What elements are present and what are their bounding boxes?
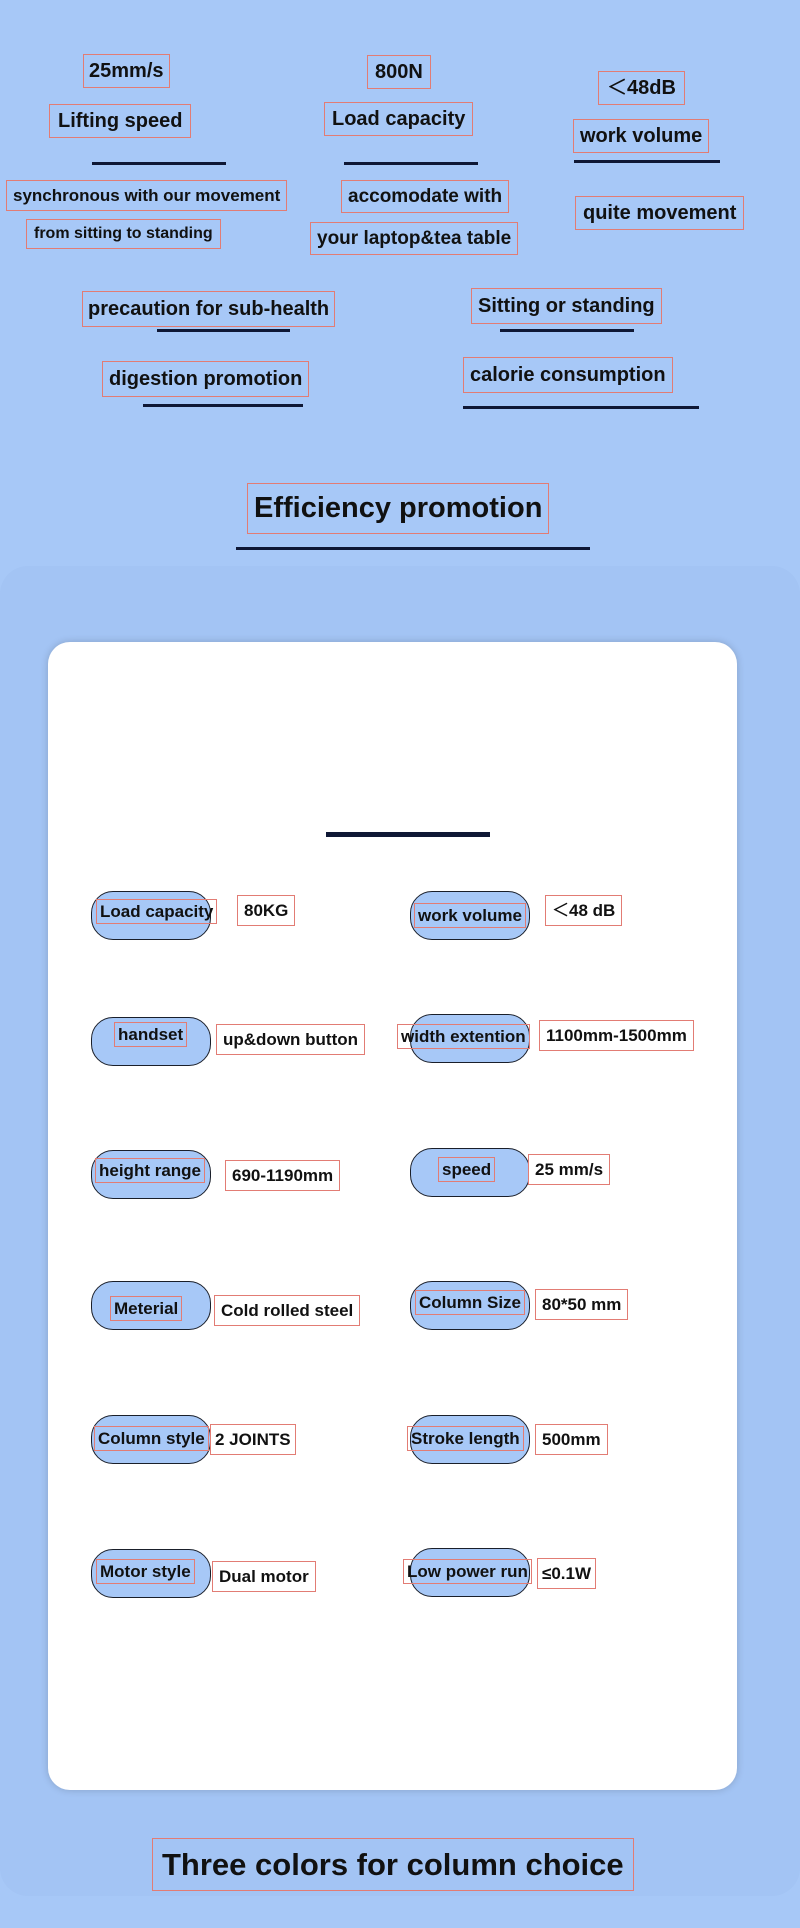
spec-value-speed: 25 mm/s bbox=[528, 1154, 610, 1185]
lifting-speed-title: Lifting speed bbox=[49, 104, 191, 138]
spec-label-height-range: height range bbox=[95, 1158, 205, 1183]
benefit-digestion: digestion promotion bbox=[102, 361, 309, 397]
spec-value-low-power-run: ≤0.1W bbox=[537, 1558, 596, 1589]
benefit-calorie: calorie consumption bbox=[463, 357, 673, 393]
spec-label-work-volume: work volume bbox=[414, 903, 526, 928]
spec-value-work-volume: ＜48 dB bbox=[545, 895, 622, 926]
spec-value-column-style: 2 JOINTS bbox=[210, 1424, 296, 1455]
spec-label-stroke-length: Stroke length bbox=[407, 1426, 524, 1451]
load-capacity-underline bbox=[344, 162, 478, 165]
spec-value-load-capacity: 80KG bbox=[237, 895, 295, 926]
spec-value-column-size: 80*50 mm bbox=[535, 1289, 628, 1320]
load-capacity-desc-2: your laptop&tea table bbox=[310, 222, 518, 255]
benefit-precaution-underline bbox=[157, 329, 290, 332]
spec-label-column-size: Column Size bbox=[415, 1290, 525, 1315]
lifting-speed-underline bbox=[92, 162, 226, 165]
benefit-calorie-underline bbox=[463, 406, 699, 409]
lifting-speed-desc-2: from sitting to standing bbox=[26, 219, 221, 249]
spec-value-material: Cold rolled steel bbox=[214, 1295, 360, 1326]
spec-label-low-power-run: Low power run bbox=[403, 1559, 532, 1584]
spec-label-load-capacity: Load capacity bbox=[96, 899, 217, 924]
spec-label-material: Meterial bbox=[110, 1296, 182, 1321]
work-volume-value: ＜48dB bbox=[598, 71, 685, 105]
lifting-speed-value: 25mm/s bbox=[83, 54, 170, 88]
spec-label-width-extension: width extention bbox=[397, 1024, 530, 1049]
benefit-precaution: precaution for sub-health bbox=[82, 291, 335, 327]
spec-label-handset: handset bbox=[114, 1022, 187, 1047]
spec-value-height-range: 690-1190mm bbox=[225, 1160, 340, 1191]
work-volume-desc: quite movement bbox=[575, 196, 744, 230]
work-volume-underline bbox=[574, 160, 720, 163]
efficiency-title-underline bbox=[236, 547, 590, 550]
benefit-digestion-underline bbox=[143, 404, 303, 407]
benefit-sitting-standing: Sitting or standing bbox=[471, 288, 662, 324]
load-capacity-desc-1: accomodate with bbox=[341, 180, 509, 213]
efficiency-title: Efficiency promotion bbox=[247, 483, 549, 534]
load-capacity-value: 800N bbox=[367, 55, 431, 89]
spec-card bbox=[48, 642, 737, 1790]
spec-label-motor-style: Motor style bbox=[96, 1559, 195, 1584]
spec-value-width-extension: 1100mm-1500mm bbox=[539, 1020, 694, 1051]
benefit-sitting-standing-underline bbox=[500, 329, 634, 332]
spec-label-speed: speed bbox=[438, 1157, 495, 1182]
load-capacity-title: Load capacity bbox=[324, 102, 473, 136]
lifting-speed-desc-1: synchronous with our movement bbox=[6, 180, 287, 211]
footer-title: Three colors for column choice bbox=[152, 1838, 634, 1891]
work-volume-title: work volume bbox=[573, 119, 709, 153]
spec-value-motor-style: Dual motor bbox=[212, 1561, 316, 1592]
spec-value-handset: up&down button bbox=[216, 1024, 365, 1055]
spec-value-stroke-length: 500mm bbox=[535, 1424, 608, 1455]
spec-label-column-style: Column style bbox=[94, 1426, 209, 1451]
spec-card-heading-rule bbox=[326, 832, 490, 837]
